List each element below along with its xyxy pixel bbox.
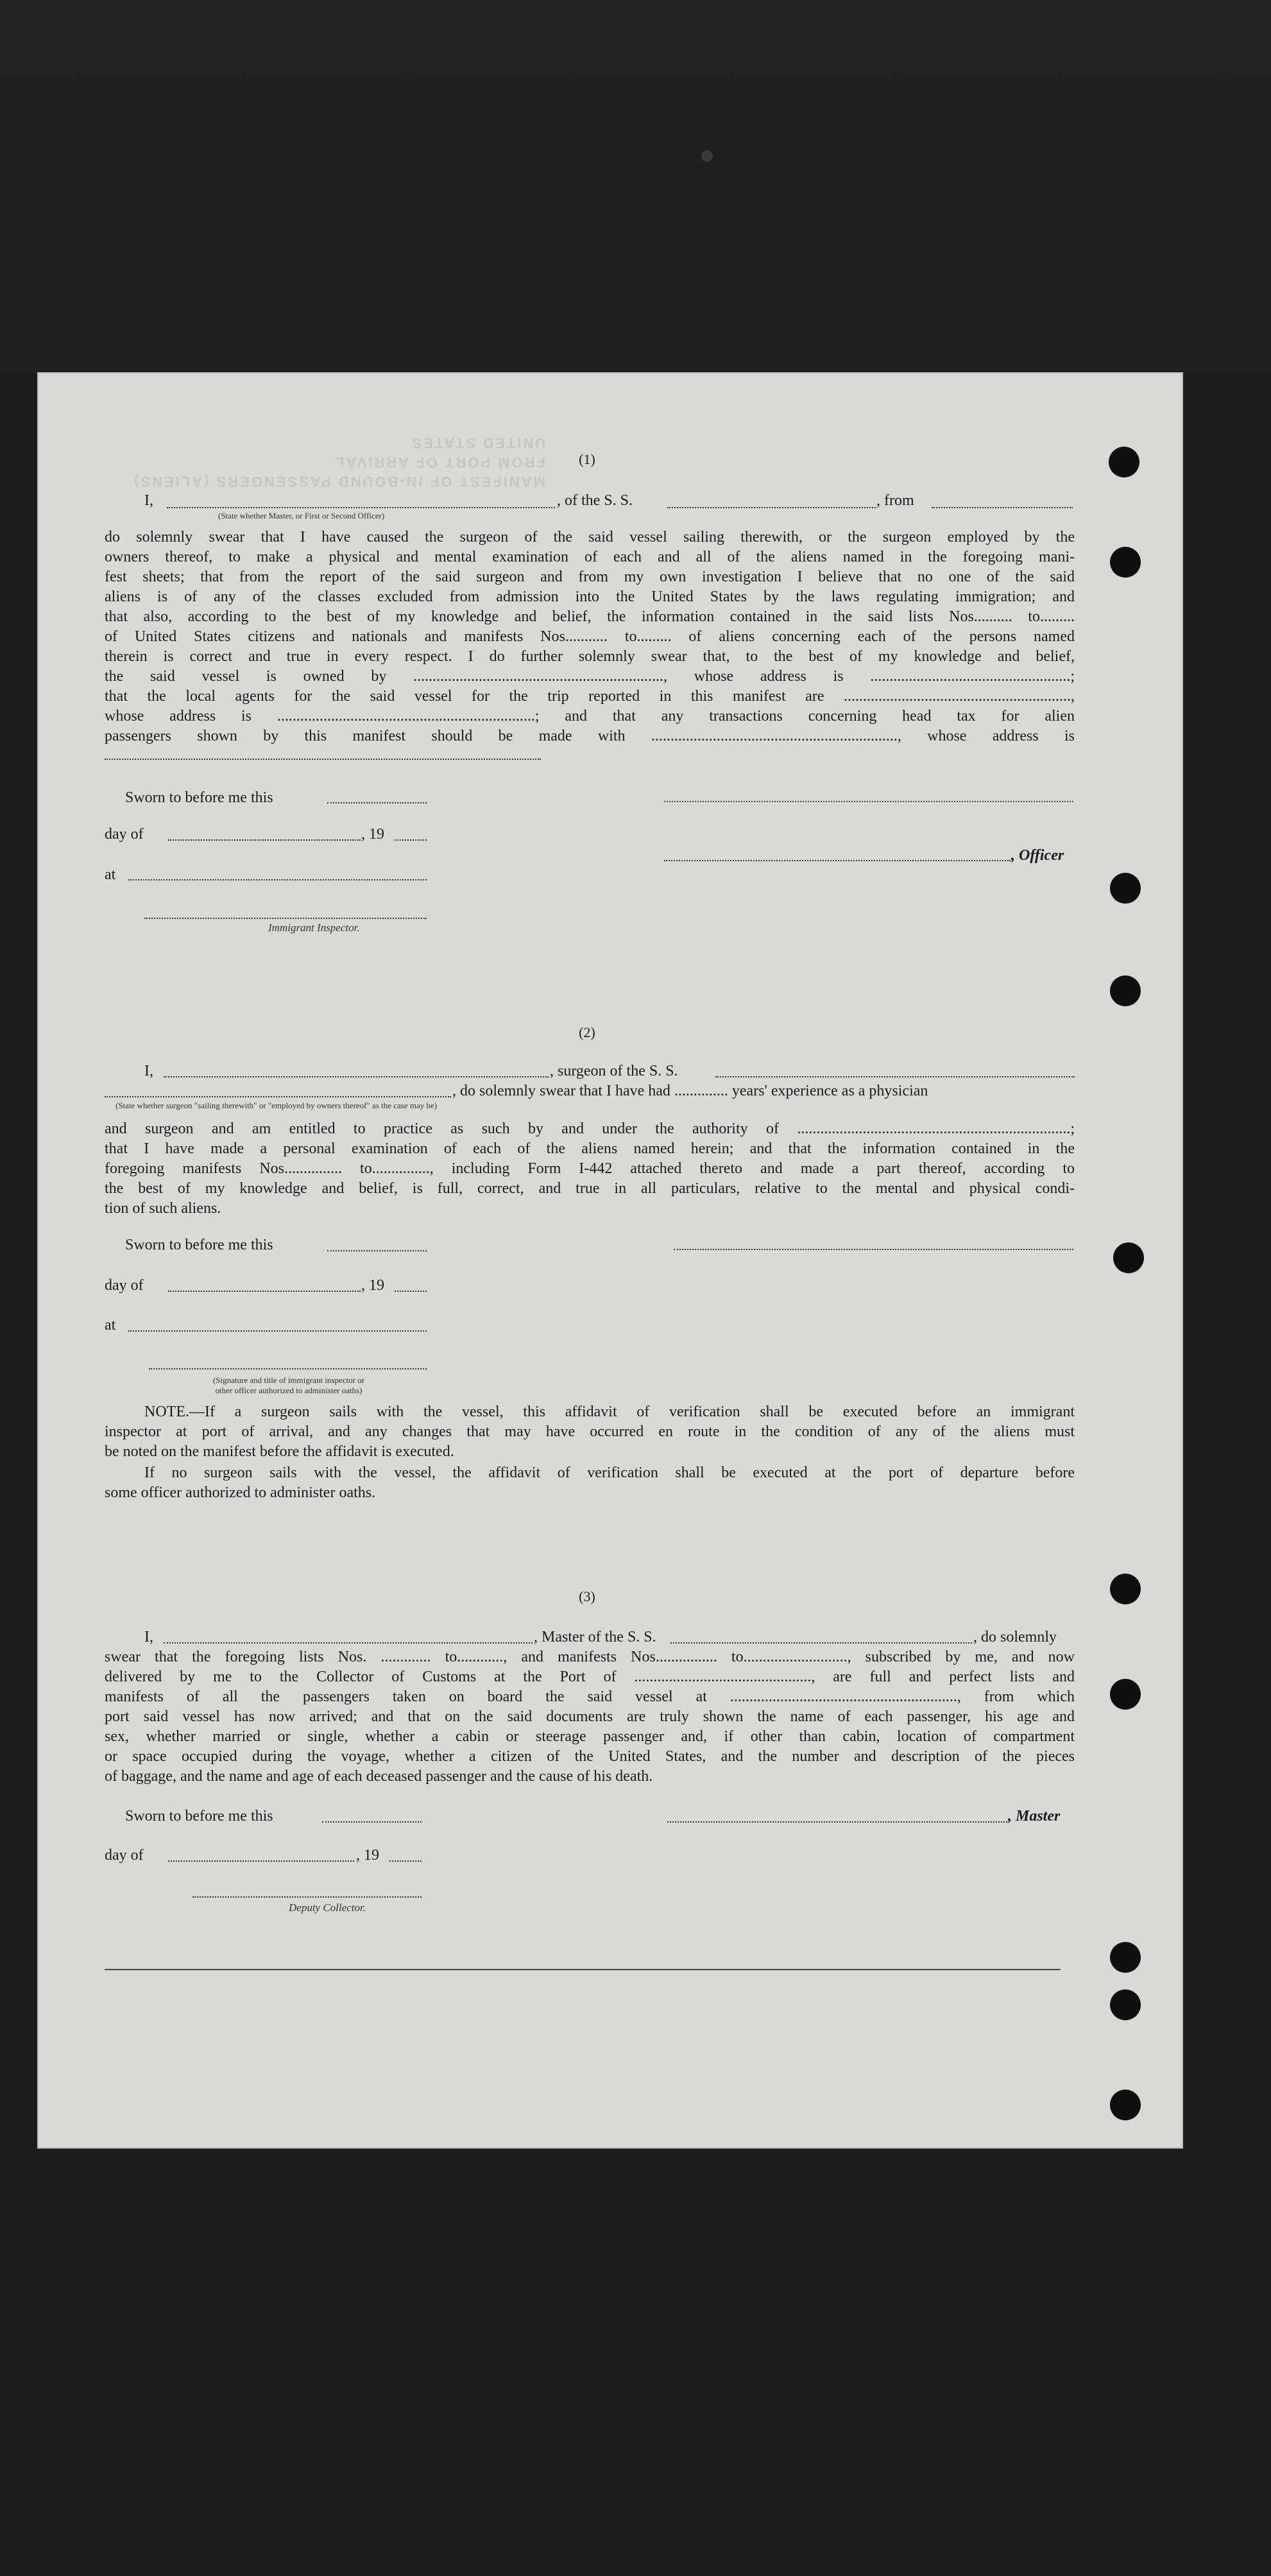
- punch-hole: [1110, 1574, 1141, 1604]
- year-3: , 19: [356, 1847, 379, 1864]
- at-field-2: [128, 1330, 427, 1332]
- year-1: , 19: [361, 826, 384, 843]
- section-1-line: passengers shown by this manifest should be made with ................................................................, whose address is: [105, 728, 1075, 744]
- note-line: be noted on the manifest before the affidavit is executed.: [105, 1443, 454, 1460]
- signature-note: (Signature and title of immigrant inspector or: [212, 1375, 365, 1385]
- scanner-background: [0, 0, 1271, 372]
- punch-hole: [1110, 975, 1141, 1006]
- punch-hole: [1110, 1989, 1141, 2020]
- section-1-line: do solemnly swear that I have caused the surgeon of the said vessel sailing therewith, or the surgeon employed by the: [105, 529, 1075, 545]
- surgeon-status-field: [105, 1096, 451, 1097]
- from-port-field: [932, 507, 1073, 508]
- sworn-before-1: Sworn to before me this: [125, 789, 273, 806]
- section-1-of-ss: , of the S. S.: [557, 492, 633, 509]
- section-1-number: (1): [579, 451, 595, 467]
- collector-signature-line: [192, 1896, 422, 1898]
- sworn-date-field-3: [322, 1821, 422, 1823]
- section-3-i: I,: [144, 1629, 153, 1645]
- section-1-line: whose address is ...................................................................; and that any transactions concerning head tax for alien: [105, 708, 1075, 725]
- surgeon-swear: , do solemnly swear that I have had .............. years' experience as a physician: [452, 1083, 928, 1099]
- section-3-number: (3): [579, 1588, 595, 1604]
- year-field-2: [395, 1291, 427, 1292]
- officer-name-field: [664, 860, 1011, 861]
- punch-hole: [1113, 1242, 1144, 1273]
- officer-signature-line: [664, 801, 1073, 802]
- inspector-signature-line: [144, 918, 427, 919]
- section-3-line: manifests of all the passengers taken on board the said vessel at ..........................................................., from which: [105, 1688, 1075, 1705]
- note-line: inspector at port of arrival, and any changes that may have occurred en route in the condition of any of the aliens must: [105, 1423, 1075, 1440]
- section-2-line: the best of my knowledge and belief, is full, correct, and true in all particulars, relative to the mental and physical condi-: [105, 1180, 1075, 1197]
- sworn-before-3: Sworn to before me this: [125, 1808, 273, 1825]
- sworn-before-2: Sworn to before me this: [125, 1237, 273, 1253]
- section-2-line: that I have made a personal examination of each of the aliens named herein; and that the information contained in the: [105, 1140, 1075, 1157]
- note-line: NOTE.—If a surgeon sails with the vessel, this affidavit of verification shall be executed before an immigrant: [144, 1404, 1075, 1420]
- section-1-line: that the local agents for the said vessel for the trip reported in this manifest are ...........................................................,: [105, 688, 1075, 705]
- address-field: [105, 759, 541, 760]
- master-name-field: [164, 1642, 533, 1644]
- master-vessel-field: [670, 1642, 972, 1644]
- day-field-2: [168, 1291, 361, 1292]
- day-field: [168, 839, 361, 841]
- officer-label: , Officer: [1011, 847, 1064, 864]
- section-2-line: foregoing manifests Nos............... to..............., including Form I-442 attached thereto and made a part thereof, according to: [105, 1160, 1075, 1177]
- punch-hole: [1110, 547, 1141, 578]
- at-field: [128, 879, 427, 880]
- surgeon-vessel-field: [715, 1076, 1075, 1078]
- punch-hole: [1110, 1679, 1141, 1710]
- at-1: at: [105, 866, 116, 883]
- section-1-line: aliens is of any of the classes excluded from admission into the United States by the laws regulating immigration; and: [105, 588, 1075, 605]
- officer-title-field: [167, 507, 555, 508]
- section-3-line: delivered by me to the Collector of Customs at the Port of .............................................., are full and perfect lists and: [105, 1669, 1075, 1685]
- section-1-line: the said vessel is owned by ................................................................., whose address is ....................................................;: [105, 668, 1075, 685]
- note-line: If no surgeon sails with the vessel, the affidavit of verification shall be executed at the port of departure before: [144, 1464, 1075, 1481]
- punch-hole: [1110, 1942, 1141, 1973]
- bleed-through-stamp: MANIFEST OF IN-BOUND PASSENGERS (ALIENS) FROM PORT OF ARRIVAL UNITED STATES: [132, 435, 545, 490]
- surgeon-signature-line: [674, 1249, 1073, 1250]
- vessel-name-field: [667, 507, 876, 508]
- section-3-line: or space occupied during the voyage, whether a citizen of the United States, and the number and description of the pieces: [105, 1748, 1075, 1765]
- section-1-line: therein is correct and true in every respect. I do further solemnly swear that, to the best of my knowledge and belief,: [105, 648, 1075, 665]
- section-3-line: sex, whether married or single, whether a cabin or steerage passenger and, if other than cabin, location of compartment: [105, 1728, 1075, 1745]
- day-of-3: day of: [105, 1847, 144, 1864]
- day-of-1: day of: [105, 826, 144, 843]
- note-line: some officer authorized to administer oaths.: [105, 1484, 376, 1501]
- section-3-line: swear that the foregoing lists Nos. ............. to............, and manifests Nos................ to..........................., subscribed by me, and now: [105, 1649, 1075, 1665]
- section-2-line: tion of such aliens.: [105, 1200, 221, 1217]
- sworn-date-field-2: [327, 1250, 427, 1251]
- section-1-i: I,: [144, 492, 153, 509]
- section-1-from: , from: [876, 492, 914, 509]
- section-2-note: (State whether surgeon "sailing therewith" or "employed by owners thereof" as the case may be): [115, 1101, 438, 1110]
- year-2: , 19: [361, 1277, 384, 1294]
- section-2-line: and surgeon and am entitled to practice as such by and under the authority of .......................................................................;: [105, 1121, 1075, 1137]
- scanner-artifact: [701, 150, 713, 162]
- punch-hole: [1110, 873, 1141, 904]
- section-1-line: that also, according to the best of my knowledge and belief, the information contained in the said lists Nos.......... to.........: [105, 608, 1075, 625]
- section-1-line: fest sheets; that from the report of the said surgeon and from my own investigation I believe that no one of the said: [105, 569, 1075, 585]
- punch-hole: [1109, 447, 1139, 477]
- day-of-2: day of: [105, 1277, 144, 1294]
- bottom-rule: [105, 1969, 1061, 1970]
- surgeon-name-field: [164, 1076, 549, 1078]
- section-1-note: (State whether Master, or First or Second Officer): [218, 511, 385, 520]
- section-3-line: port said vessel has now arrived; and that on the said documents are truly shown the name of each passenger, his age and: [105, 1708, 1075, 1725]
- master-of-ss: , Master of the S. S.: [534, 1629, 656, 1645]
- section-1-line: of United States citizens and nationals and manifests Nos........... to......... of aliens concerning each of the persons named: [105, 628, 1075, 645]
- punch-hole: [1110, 2090, 1141, 2120]
- at-2: at: [105, 1317, 116, 1334]
- do-solemnly: , do solemnly: [973, 1629, 1057, 1645]
- year-field-3: [389, 1860, 422, 1862]
- sworn-date-field: [327, 802, 427, 803]
- day-field-3: [168, 1860, 354, 1862]
- year-field: [395, 839, 427, 841]
- inspector-label: Immigrant Inspector.: [268, 922, 360, 934]
- signature-note: other officer authorized to administer oaths): [215, 1386, 363, 1395]
- officer-signature-line-2: [149, 1368, 427, 1370]
- section-2-number: (2): [579, 1024, 595, 1040]
- collector-label: Deputy Collector.: [289, 1902, 366, 1914]
- section-2-i: I,: [144, 1063, 153, 1079]
- section-1-line: owners thereof, to make a physical and mental examination of each and all of the aliens named in the foregoing mani-: [105, 549, 1075, 565]
- section-3-line: of baggage, and the name and age of each deceased passenger and the cause of his death.: [105, 1768, 653, 1785]
- surgeon-of-ss: , surgeon of the S. S.: [550, 1063, 678, 1079]
- master-label: , Master: [1008, 1808, 1061, 1825]
- master-signature-line: [667, 1821, 1007, 1823]
